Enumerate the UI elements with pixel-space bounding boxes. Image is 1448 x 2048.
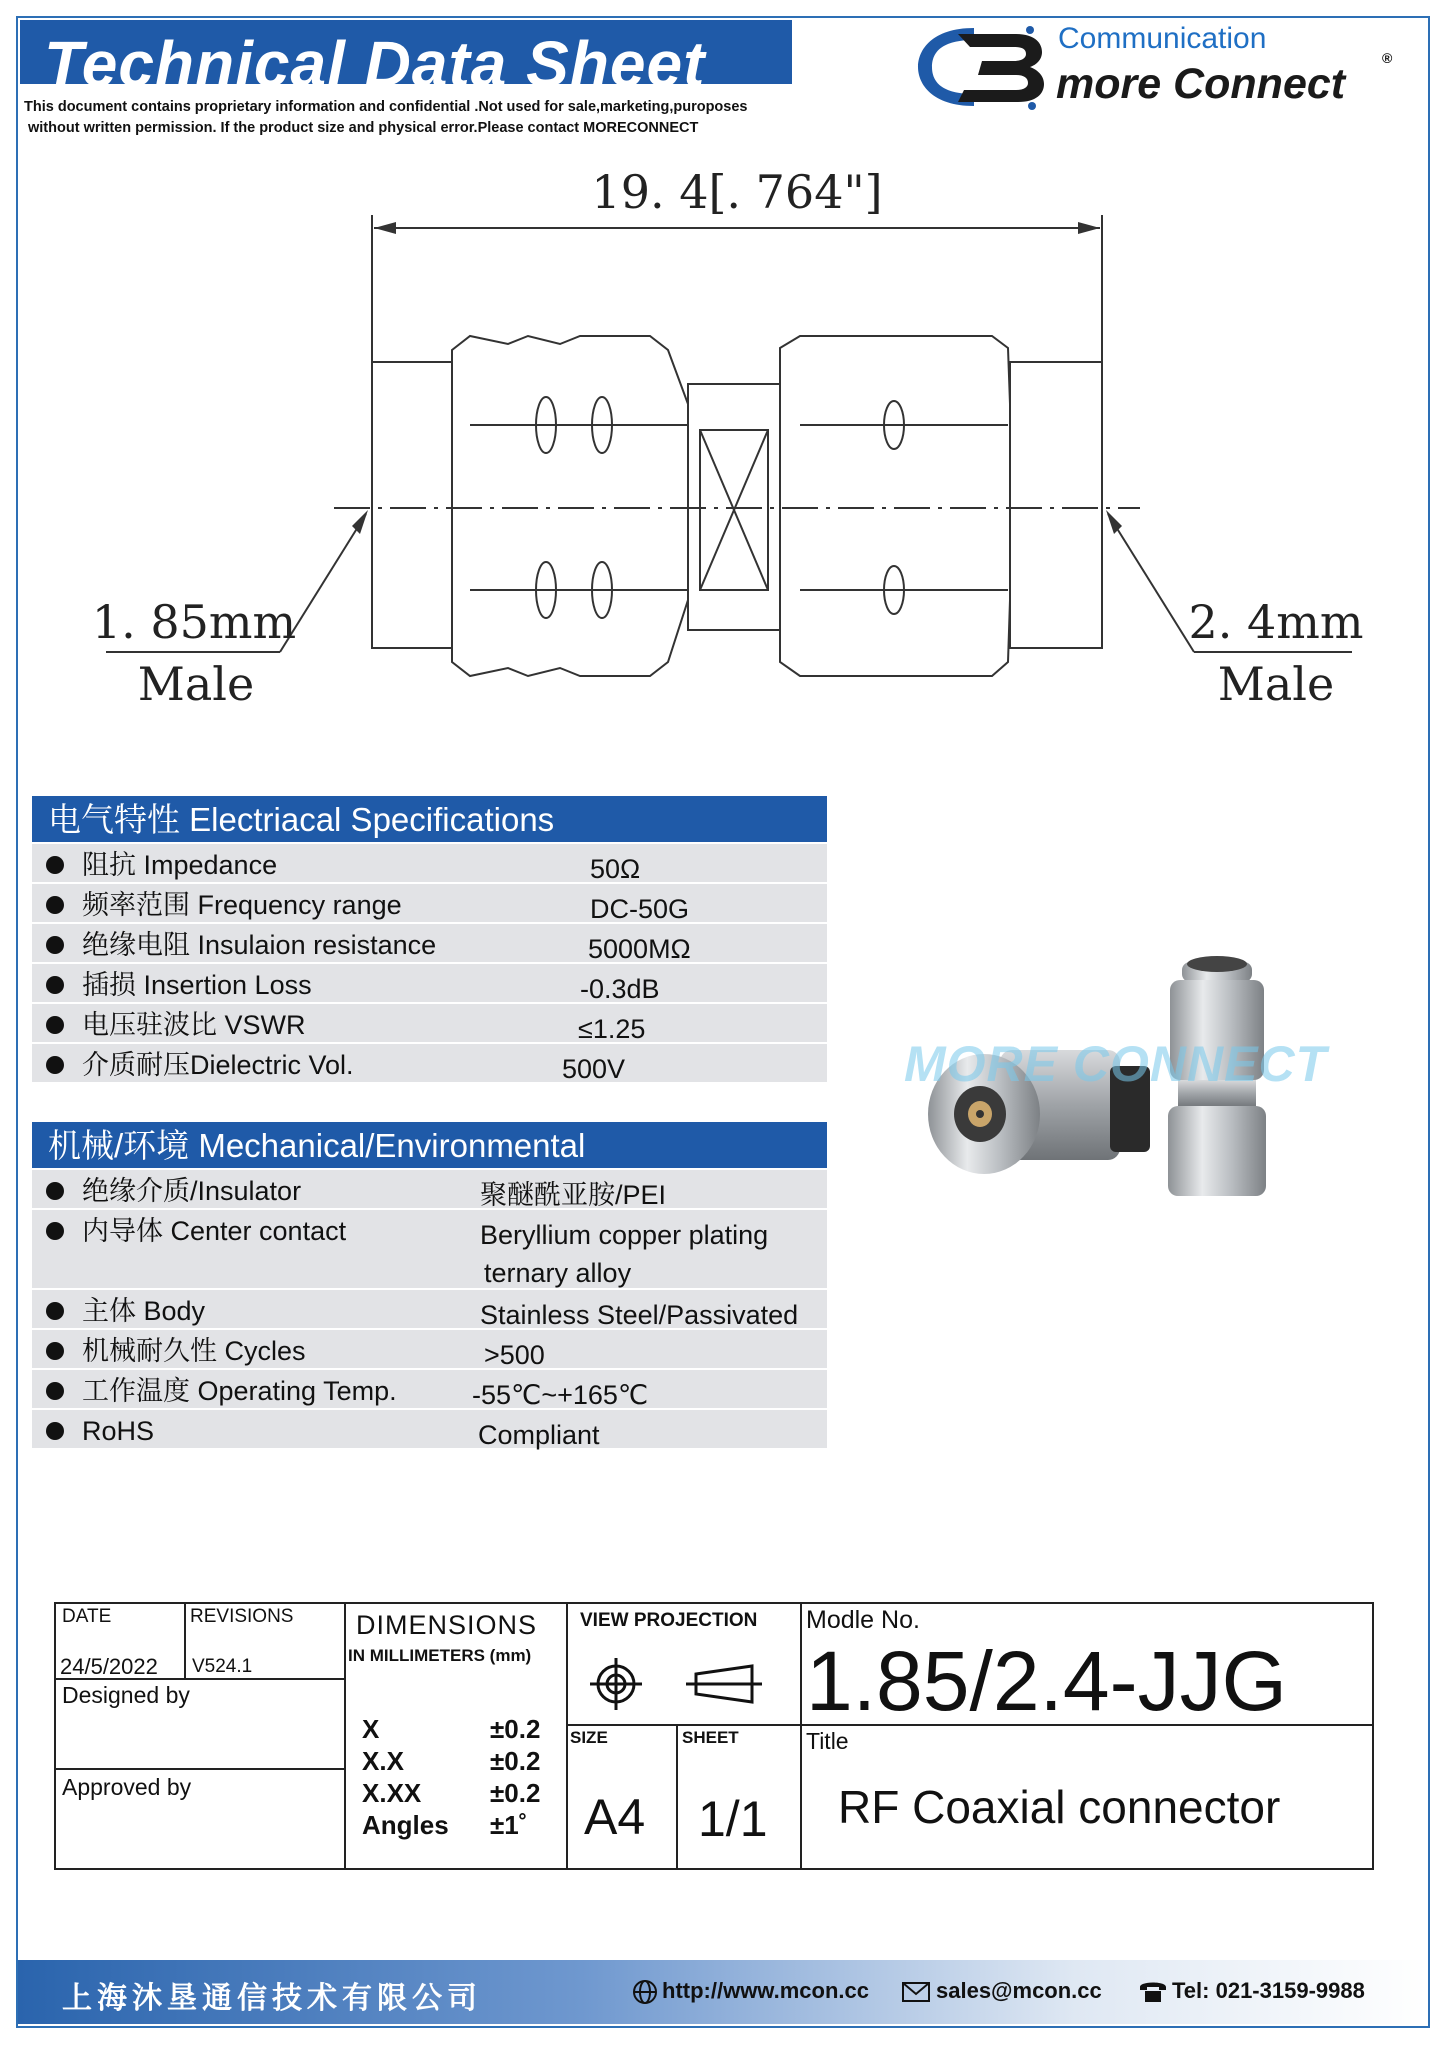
spec-label: 绝缘介质/Insulator [82,1176,302,1206]
spec-label: 工作温度 Operating Temp. [82,1376,397,1406]
bullet-icon [46,976,64,994]
spec-value: -0.3dB [580,974,660,1004]
spec-label: 电压驻波比 VSWR [82,1010,306,1040]
spec-value: >500 [484,1340,545,1370]
title-bar [20,20,792,100]
spec-value: Stainless Steel/Passivated [480,1300,799,1330]
spec-value: DC-50G [590,894,690,924]
size-label: SIZE [570,1728,608,1747]
brand-name: more Connect [1056,60,1346,108]
mechanical-row [32,1410,827,1450]
date-value: 24/5/2022 [60,1654,158,1679]
right-connector-size: 2. 4mm [1188,595,1364,649]
revisions-value: V524.1 [192,1656,253,1677]
spec-label: 主体 Body [82,1296,206,1326]
tolerance-label: X [362,1714,380,1744]
bullet-icon [46,1222,64,1240]
disclaimer-line-2: without written permission. If the product size and physical error.Please contact MORECONNECT [28,120,699,136]
bullet-icon [46,856,64,874]
spec-label: 绝缘电阻 Insulaion resistance [82,930,437,960]
title-value: RF Coaxial connector [838,1781,1281,1833]
spec-value: 50Ω [590,854,641,884]
footer-bar [18,1960,1428,2024]
designed-by-label: Designed by [62,1682,190,1708]
spec-value: Beryllium copper plating [480,1220,769,1250]
model-number-label: Modle No. [806,1606,920,1634]
bullet-icon [46,936,64,954]
sheet-label: SHEET [682,1728,739,1747]
electrical-row [32,1004,827,1044]
mechanical-environmental-heading: 机械/环境 Mechanical/Environmental [32,1122,827,1168]
globe-icon [632,1979,658,2005]
bullet-icon [46,1182,64,1200]
website-link[interactable]: http://www.mcon.cc [662,1978,869,2003]
brand-tagline: Communication [1058,22,1267,55]
model-number: 1.85/2.4-JJG [806,1634,1287,1728]
date-label: DATE [62,1606,112,1627]
dimensions-subtitle: IN MILLIMETERS (mm) [348,1646,532,1665]
bullet-icon [46,1056,64,1074]
more-connect-logo-icon [912,20,1052,114]
spec-value: Compliant [478,1420,600,1450]
third-angle-projection-icon [586,1654,776,1714]
bullet-icon [46,1302,64,1320]
spec-value: ≤1.25 [578,1014,646,1044]
tolerance-value: ±0.2 [490,1778,541,1808]
mechanical-row [32,1330,827,1370]
tolerance-value: ±0.2 [490,1714,541,1744]
telephone: Tel: 021-3159-9988 [1172,1978,1365,2003]
spec-label: 阻抗 Impedance [82,850,278,880]
left-connector-size: 1. 85mm [91,595,297,649]
approved-by-label: Approved by [62,1774,192,1800]
spec-value: 聚醚酰亚胺/PEI [480,1180,667,1210]
sheet-value: 1/1 [698,1791,768,1847]
left-connector-gender: Male [137,657,255,711]
mechanical-row [32,1290,827,1330]
overall-length-dimension: 19. 4[. 764"] [591,165,883,219]
right-connector-gender: Male [1217,657,1335,711]
company-name: 上海沐垦通信技术有限公司 [62,1981,482,2016]
spec-label: 频率范围 Frequency range [82,890,402,920]
bullet-icon [46,1342,64,1360]
tolerance-label: X.X [362,1746,404,1776]
tolerance-value: ±1˚ [490,1810,528,1840]
spec-label: 插损 Insertion Loss [82,970,312,1000]
title-block [54,1602,1374,1870]
dimensions-title: DIMENSIONS [356,1610,538,1640]
bullet-icon [46,1422,64,1440]
tolerance-label: X.XX [362,1778,422,1808]
bullet-icon [46,896,64,914]
size-value: A4 [584,1789,646,1845]
phone-icon [1138,1979,1168,2003]
disclaimer [24,97,824,139]
revisions-label: REVISIONS [190,1606,294,1627]
electrical-row [32,844,827,884]
title-label: Title [806,1728,849,1754]
email-link[interactable]: sales@mcon.cc [936,1978,1102,2003]
view-projection-label: VIEW PROJECTION [580,1610,758,1631]
watermark: MORE CONNECT [904,1036,1328,1092]
document-title: Technical Data Sheet [44,28,706,100]
tolerance-label: Angles [362,1810,449,1840]
disclaimer-line-1: This document contains proprietary information and confidential .Not used for sale,marketing,puroposes [24,99,748,115]
spec-label: 机械耐久性 Cycles [82,1336,306,1366]
electrical-row [32,964,827,1004]
connector-drawing [0,140,1448,740]
electrical-row [32,1044,827,1084]
bullet-icon [46,1016,64,1034]
spec-label: RoHS [82,1416,155,1446]
spec-label: 介质耐压Dielectric Vol. [82,1050,354,1080]
electrical-specifications-heading: 电气特性 Electriacal Specifications [32,796,827,842]
email-icon [902,1982,930,2002]
spec-value: 500V [562,1054,626,1084]
tolerance-value: ±0.2 [490,1746,541,1776]
electrical-row [32,884,827,924]
spec-value: 5000MΩ [588,934,691,964]
spec-value: -55℃~+165℃ [472,1380,649,1410]
mechanical-row [32,1370,827,1410]
spec-label: 内导体 Center contact [82,1216,347,1246]
bullet-icon [46,1382,64,1400]
electrical-row [32,924,827,964]
spec-value-continued: ternary alloy [484,1258,632,1288]
mechanical-row [32,1210,827,1290]
registered-mark: ® [1382,50,1393,66]
mechanical-row [32,1170,827,1210]
